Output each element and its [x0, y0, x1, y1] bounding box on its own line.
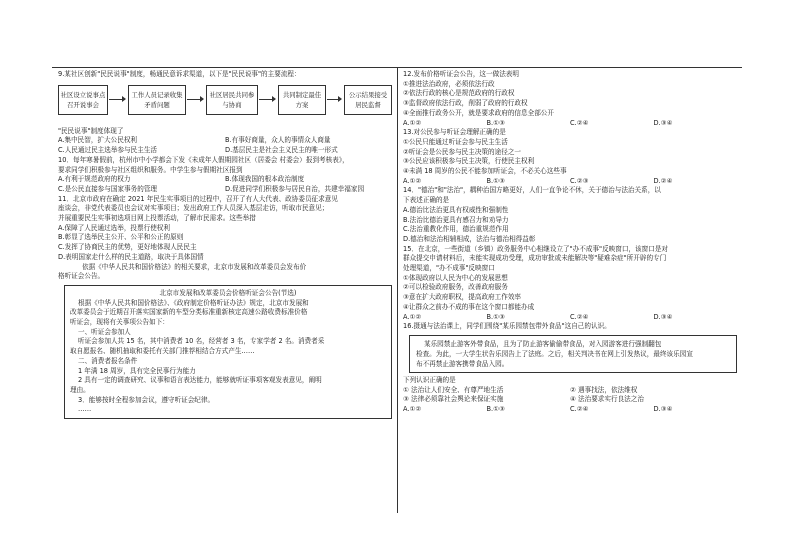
option-c: C.人民通过民主选举参与民主生活	[58, 146, 158, 155]
flow-step-4: 共同制定最佳方案	[278, 85, 326, 115]
flow-arrow-1	[109, 99, 125, 100]
question-11-option-a: A.保障了人民通过选举，投票行使权利	[58, 223, 170, 232]
option-d: D.③④	[653, 405, 673, 414]
option-d: D.③④	[653, 118, 673, 127]
question-16-stem: 16.摄通与法治课上，同学们围绕"某乐园禁包带外食品"这自己的认识。	[403, 322, 611, 331]
notice-line: 2 具有一定的调查研究、议事和语言表达能力，能够就听证事项客观发表意见，阐明	[78, 376, 322, 385]
question-15-stem: 15．在北京，一些街道（乡镇）政务服务中心相继设立了"办不成事"反映窗口，该窗口是对	[403, 244, 669, 253]
question-16-item: ① 法治让人们安全、有尊严地生活	[403, 385, 504, 394]
option-b: B.①③	[486, 118, 505, 127]
option-b: B.有事好商量，众人的事情众人商量	[225, 136, 331, 145]
question-12-options	[403, 119, 737, 129]
question-15-item: ③意在扩大政府职权，提高政府工作效率	[403, 293, 522, 302]
option-a: A.集中民智，扩大公民权利	[58, 136, 138, 145]
question-9-prompt: "民民说事"制度体现了	[58, 126, 124, 135]
notice-line: 听证会，现将有关事项公告如下：	[70, 318, 169, 327]
question-10-stem: 10．每年寒暑假前，杭州市中小学都会下发《未成年人假期园社区（居委会 村委会）报到考核表》，	[58, 155, 349, 164]
question-14-option-d: D.德治和法治相辅相成，法治与德治相得益彰	[403, 234, 536, 243]
notice-title: 北京市发展和改革委员会价格听证会公告(节选)	[159, 288, 297, 297]
option-c: C.②④	[570, 118, 589, 127]
question-11-option-c: C.发挥了协商民主的优势，更好地体现人民民主	[58, 243, 197, 252]
question-13-options	[403, 177, 737, 187]
flowchart	[58, 83, 392, 123]
notice-line: 根据《中华人民共和国价格法》、《政府制定价格听证办法》规定，北京市发展和	[78, 298, 309, 307]
question-15-item: ②可以检验政府服务，改善政府服务	[403, 283, 508, 292]
option-b: B.①③	[486, 176, 505, 185]
option-a: A.①②	[403, 405, 422, 414]
question-16-item: ② 遇事找法，依法维权	[570, 385, 638, 394]
question-13-item: ①公民只能通过听证会参与民主生活	[403, 137, 508, 146]
notice-line: 一、听证会参加人	[78, 327, 131, 336]
question-16-item: ③ 法律必须靠社会舆论来保证实施	[403, 395, 504, 404]
material-intro: 依据《中华人民共和国价格法》的相关要求，北京市发展和改革委员会发布价	[82, 262, 307, 271]
question-12-item: ③监督政府依法行政，削弱了政府的行政权	[403, 99, 528, 108]
case-line: 某乐园禁止游客外带食品，且为了防止游客偷偷带食品，对入园游客进行强制翻包	[424, 339, 662, 348]
question-12-item: ①推进法治政府，必须依法行政	[403, 79, 495, 88]
right-column	[403, 70, 737, 415]
option-a: A.①②	[403, 312, 422, 321]
option-a: A.有利于规范政府的权力	[58, 175, 131, 184]
notice-line: 听证会参加人共 15 名，其中消费者 10 名，经营者 3 名，专家学者 2 名。消费者采	[78, 337, 325, 346]
option-b: B.①③	[486, 405, 505, 414]
option-b: B.①③	[486, 312, 505, 321]
question-11-stem: 并展重要民生实事初选项目网上投票活动，了解市民需求。这些举措	[58, 214, 256, 223]
question-15-stem: 群众提交申请材料后，未能实现成功受理，成功审批或未能解决等"疑难杂症"所开辟的专门	[403, 254, 667, 263]
question-16-prompt: 下列认识正确的是	[403, 375, 456, 384]
flow-step-2: 工作人员记录收集矛盾问题	[128, 85, 186, 115]
question-11-option-d: D.表明国家走什么样的民主道路，取决于具体国情	[58, 252, 204, 261]
case-box	[409, 335, 737, 373]
left-column	[58, 70, 392, 422]
question-14-option-a: A.德治比法治更具有权威性和强制性	[403, 205, 509, 214]
flow-arrow-2	[187, 99, 203, 100]
question-12-item: ④全面推行政务公开，就是要求政府的信息全部公开	[403, 108, 554, 117]
option-c: C.②③	[570, 176, 589, 185]
option-c: C.是公民直接参与国家事务的管理	[58, 184, 158, 193]
option-c: C.②④	[570, 312, 589, 321]
case-line: 布不再禁止游客携带食品入园。	[416, 359, 509, 368]
option-a: A.①②	[403, 176, 422, 185]
question-14-stem: 14．"德治"和"法治"，耦种治国方略更好，人们一直争论不休，关于德治与法治关系，以	[403, 186, 661, 195]
question-13-item: ③公民应该积极参与民主决策，行使民主权利	[403, 157, 535, 166]
question-10-options-row-2	[58, 185, 392, 195]
option-d: D.基层民主是社会主义民主的唯一形式	[225, 146, 338, 155]
option-c: C.②④	[570, 405, 589, 414]
question-15-item: ①体现政府以人民为中心的发展思想	[403, 273, 508, 282]
flow-step-5: 公示结果接受居民监督	[344, 85, 392, 115]
flow-arrow-4	[327, 99, 341, 100]
question-12-stem: 12.发布价格听证会公告，这一做法表明	[403, 70, 519, 78]
notice-line: 理由。	[70, 385, 90, 394]
question-13-item: ④未满 18 周岁的公民不能参加听证会，不必关心这些事	[403, 167, 567, 176]
question-11-stem: 座谈会，非党代表委员也会议对实事项目；发出政府工作人员深入基层走访，听取市民意见；	[58, 204, 329, 213]
option-a: A.①②	[403, 118, 422, 127]
notice-line: 3．能够按时全程参加会议，遵守听证会纪律。	[78, 395, 215, 404]
question-14-stem: 下表述正确的是	[403, 196, 450, 205]
question-12-item: ②依法行政的核心是规范政府的行政权	[403, 89, 515, 98]
notice-line: 改革委员会于近期召开落实国家新的车型分类标准重新核定高速公路收费标准价格	[70, 308, 308, 317]
notice-box	[64, 285, 392, 419]
option-d: D.促进同学们积极参与居民自治，共建幸福家园	[225, 184, 365, 193]
flow-step-3: 社区居民共同参与协商	[206, 85, 258, 115]
question-14-option-b: B.法治比德治更具有感召力和劝导力	[403, 215, 509, 224]
question-16-options	[403, 405, 737, 415]
option-b: B.体现我国的根本政治制度	[225, 175, 305, 184]
notice-line: 二、消费者报名条件	[78, 356, 138, 365]
question-16-items-row-1	[403, 386, 737, 396]
question-9-options-row-1	[58, 136, 392, 146]
option-d: D.③④	[653, 312, 673, 321]
question-16-item: ④ 法治要求实行良法之治	[570, 395, 644, 404]
question-16-items-row-2	[403, 395, 737, 405]
question-15-stem: 处理渠道，"办不成事"反映窗口	[403, 264, 495, 273]
question-10-stem: 要求同学们积极参与社区组织和服务。中学生参与假期社区报到	[58, 165, 243, 174]
notice-line: 1 年满 18 周岁，具有完全民事行为能力	[78, 366, 196, 375]
question-9-options-row-2	[58, 146, 392, 156]
question-11-option-b: B.彰显了选举民主公开、公平和公正的原则	[58, 233, 184, 242]
question-10-options-row-1	[58, 175, 392, 185]
material-intro: 格听证会公告。	[58, 272, 105, 281]
question-9-stem: 9.某社区创新"民民说事"制度，畅通民意诉求渠道，以下是"民民说事"的主要流程：	[58, 70, 301, 78]
case-line: 检查。为此，一大学生状告乐园告上了法庭。之后，相关判决书在网上引发热议，最终该乐园宣	[416, 349, 693, 358]
question-15-item: ④让群众之前办不成的事在这个窗口都能办成	[403, 302, 535, 311]
question-13-stem: 13.对公民参与听证会理解正确的是	[403, 128, 506, 137]
option-d: D.②④	[653, 176, 673, 185]
question-13-item: ②听证会是公民参与民主决策的途径之一	[403, 147, 522, 156]
question-14-option-c: C.法治重教化作用，德治重规范作用	[403, 225, 509, 234]
flow-step-1: 社区设立说事点召开说事会	[58, 85, 108, 115]
notice-line: 取自愿报名、随机抽取和委托有关部门推荐相结合方式产生……	[70, 347, 255, 356]
flow-arrow-3	[259, 99, 275, 100]
column-divider	[397, 68, 398, 513]
notice-line: ……	[78, 405, 92, 414]
question-11-stem: 11．北京市政府在确定 2021 年民生实事项目的过程中，召开了有人大代表、政协委员征求意见	[58, 194, 338, 203]
question-15-options	[403, 313, 737, 323]
